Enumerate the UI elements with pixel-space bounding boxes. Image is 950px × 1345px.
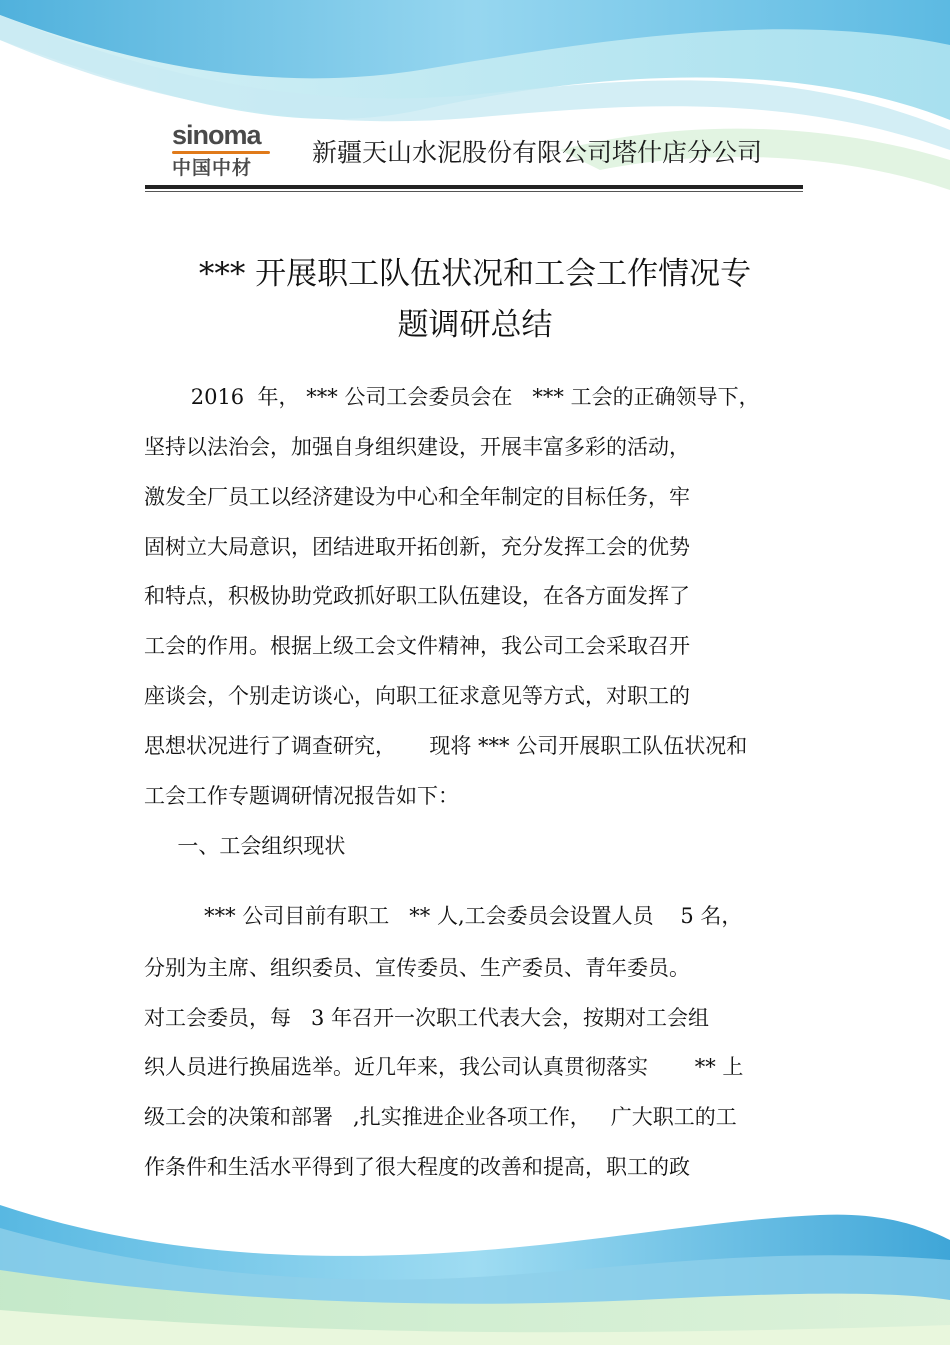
body-line: 思想状况进行了调查研究， 现将 *** 公司开展职工队伍状况和 [144, 734, 748, 758]
logo-english-text: sinoma [172, 120, 261, 150]
body-line: 工会工作专题调研情况报告如下： [144, 784, 459, 808]
body-line: 2016 年， *** 公司工会委员会在 *** 工会的正确领导下， [144, 385, 760, 409]
body-line: 坚持以法治会，加强自身组织建设，开展丰富多彩的活动， [144, 435, 690, 459]
document-title-line-2: 题调研总结 [397, 307, 553, 343]
logo-chinese-text: 中国中材 [172, 157, 253, 179]
sinoma-logo [172, 120, 282, 186]
body-line: 织人员进行换届选举。近几年来，我公司认真贯彻落实 ** 上 [144, 1055, 744, 1079]
company-name: 新疆天山水泥股份有限公司塔什店分公司 [312, 138, 763, 167]
section-heading: 一、工会组织现状 [144, 834, 346, 858]
body-line: 工会的作用。根据上级工会文件精神，我公司工会采取召开 [144, 634, 690, 658]
logo-orange-bar [172, 151, 270, 154]
body-line: 级工会的决策和部署 ,扎实推进企业各项工作， 广大职工的工 [144, 1105, 737, 1129]
body-line: 激发全厂员工以经济建设为中心和全年制定的目标任务，牢 [144, 485, 690, 509]
body-line: 分别为主席、组织委员、宣传委员、生产委员、青年委员。 [144, 956, 690, 980]
document-title-line-1: *** 开展职工队伍状况和工会工作情况专 [198, 256, 752, 292]
header-rule-thin [145, 191, 803, 192]
body-line: 和特点，积极协助党政抓好职工队伍建设，在各方面发挥了 [144, 584, 690, 608]
body-line: *** 公司目前有职工 ** 人,工会委员会设置人员 5 名， [144, 904, 743, 928]
body-line: 座谈会，个别走访谈心，向职工征求意见等方式，对职工的 [144, 684, 690, 708]
body-line: 固树立大局意识，团结进取开拓创新，充分发挥工会的优势 [144, 535, 690, 559]
header-rule-thick [145, 185, 803, 189]
body-line: 对工会委员，每 3 年召开一次职工代表大会，按期对工会组 [144, 1006, 710, 1030]
body-line: 作条件和生活水平得到了很大程度的改善和提高，职工的政 [144, 1155, 690, 1179]
